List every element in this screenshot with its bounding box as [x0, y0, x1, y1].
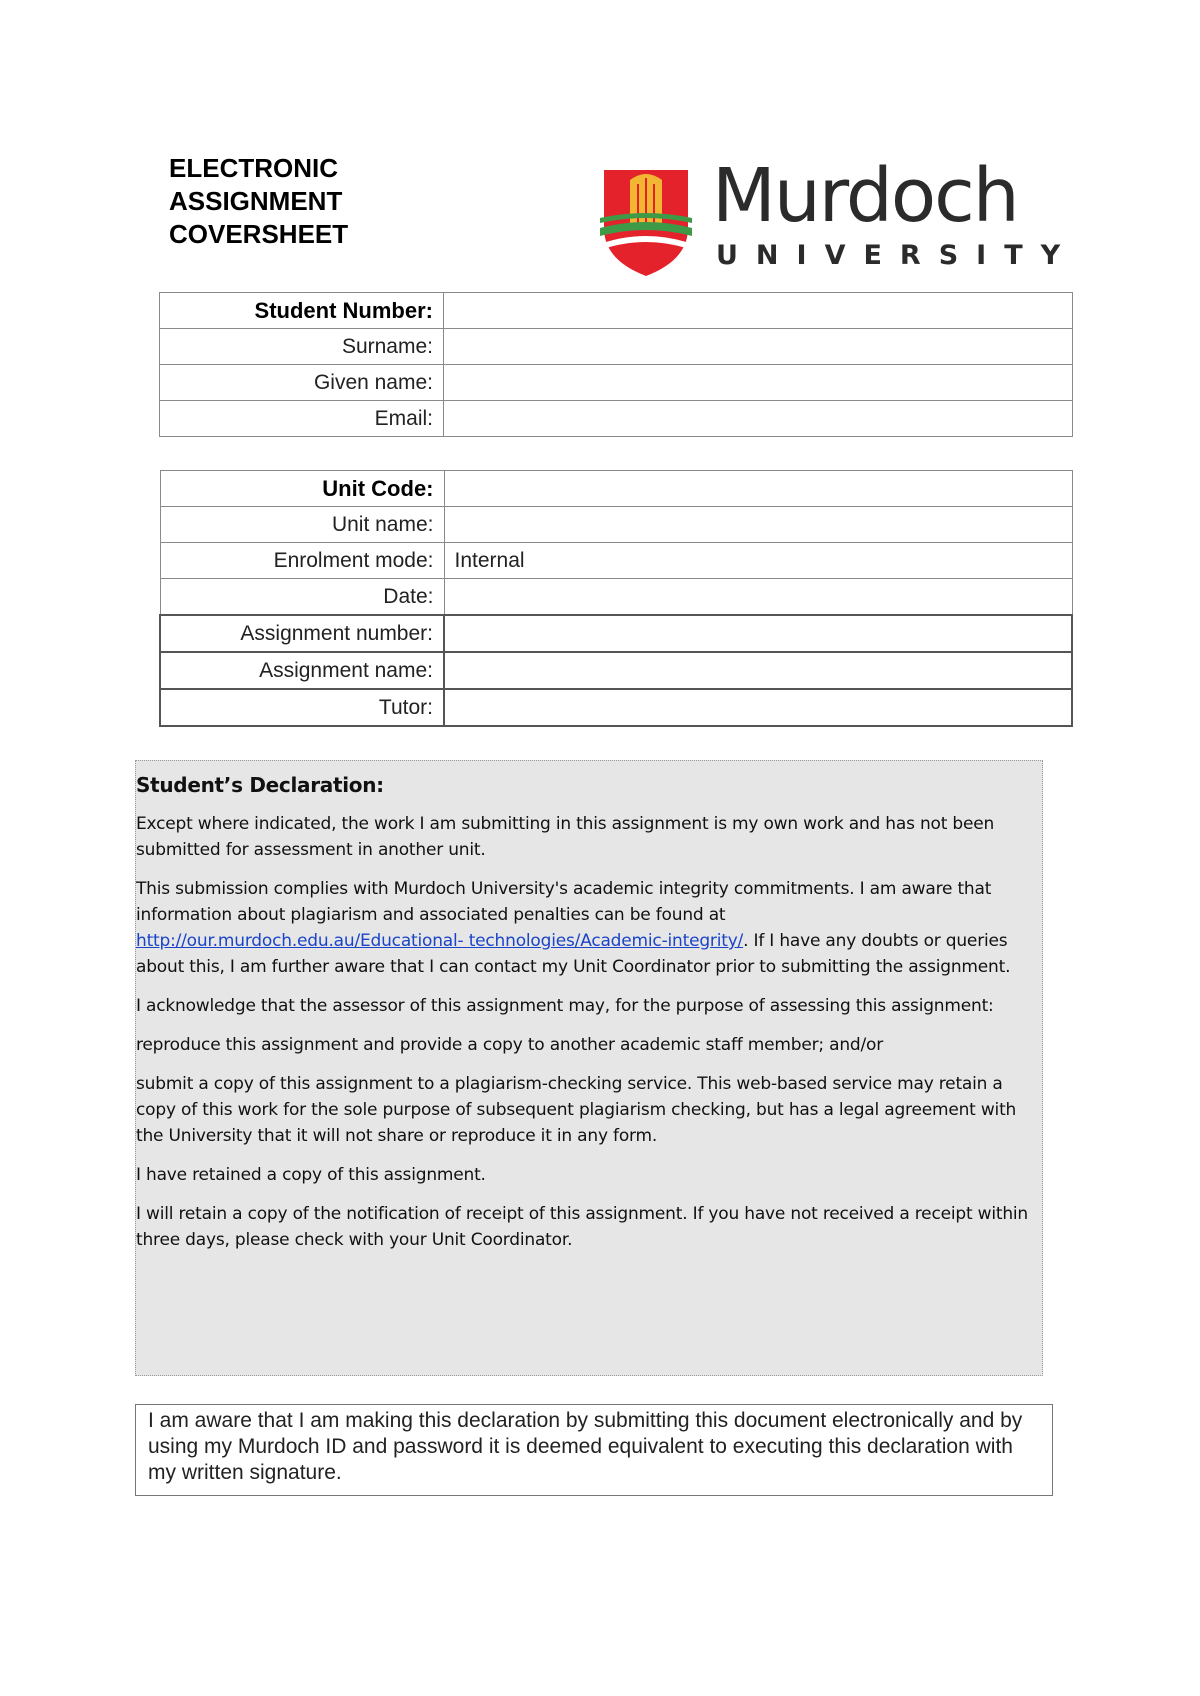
date-label: Date:: [160, 579, 444, 616]
logo-subtitle: UNIVERSITY: [716, 240, 1079, 271]
table-row: [160, 365, 1073, 401]
crest-icon: [600, 168, 700, 278]
table-row: [160, 329, 1073, 365]
unit-details-table: [159, 470, 1073, 727]
table-row: [160, 579, 1072, 616]
title-line-3: COVERSHEET: [169, 219, 349, 249]
declaration-paragraph-7: I will retain a copy of the notification of receipt of this assignment. If you have not received a receipt within three days, please check with your Unit Coordinator.: [136, 1204, 1028, 1250]
declaration-p2-text: This submission complies with Murdoch University's academic integrity commitments. I am aware that information about plagiarism and associated penalties can be found at: [136, 879, 992, 925]
academic-integrity-link[interactable]: http://our.murdoch.edu.au/Educational- technologies/Academic-integrity/: [136, 931, 744, 951]
email-field[interactable]: [444, 401, 1073, 437]
signature-statement-box: I am aware that I am making this declaration by submitting this document electronically and by using my Murdoch ID and password it is deemed equivalent to executing this declaration with my written signature.: [135, 1404, 1053, 1496]
email-label: Email:: [160, 401, 444, 437]
declaration-paragraph-3: I acknowledge that the assessor of this assignment may, for the purpose of assessing this assignment:: [136, 996, 994, 1016]
logo-wordmark: Murdoch: [712, 153, 1018, 239]
table-row: [160, 293, 1073, 329]
table-row: [160, 615, 1072, 652]
given-name-label: Given name:: [160, 365, 444, 401]
tutor-label: Tutor:: [160, 689, 444, 726]
declaration-paragraph-2: [136, 876, 1042, 980]
student-declaration-panel: [135, 760, 1043, 1376]
unit-code-field[interactable]: [444, 471, 1072, 507]
assignment-number-label: Assignment number:: [160, 615, 444, 652]
given-name-field[interactable]: [444, 365, 1073, 401]
declaration-paragraph-1: Except where indicated, the work I am submitting in this assignment is my own work and has not been submitted for assessment in another unit.: [136, 814, 995, 860]
enrolment-mode-field[interactable]: Internal: [444, 543, 1072, 579]
table-row: [160, 543, 1072, 579]
assignment-name-label: Assignment name:: [160, 652, 444, 689]
assignment-name-field[interactable]: [444, 652, 1072, 689]
unit-name-label: Unit name:: [160, 507, 444, 543]
declaration-paragraph-6: I have retained a copy of this assignment.: [136, 1165, 486, 1185]
student-details-table: [159, 292, 1073, 437]
declaration-p2-tail: . If I have any doubts or queries about this, I am further aware that I can contact my Unit Coordinator prior to submitting the assignment.: [136, 931, 1011, 977]
enrolment-mode-label: Enrolment mode:: [160, 543, 444, 579]
unit-code-label: Unit Code:: [160, 471, 444, 507]
declaration-paragraph-4: reproduce this assignment and provide a copy to another academic staff member; and/or: [136, 1035, 884, 1055]
table-row: [160, 652, 1072, 689]
murdoch-university-logo: [600, 153, 1079, 280]
student-number-label: Student Number:: [160, 293, 444, 329]
assignment-number-field[interactable]: [444, 615, 1072, 652]
unit-name-field[interactable]: [444, 507, 1072, 543]
student-number-field[interactable]: [444, 293, 1073, 329]
tutor-field[interactable]: [444, 689, 1072, 726]
date-field[interactable]: [444, 579, 1072, 616]
table-row: [160, 689, 1072, 726]
surname-label: Surname:: [160, 329, 444, 365]
surname-field[interactable]: [444, 329, 1073, 365]
document-title: [169, 152, 348, 251]
title-line-1: ELECTRONIC: [169, 153, 338, 183]
declaration-paragraph-5: submit a copy of this assignment to a plagiarism-checking service. This web-based service may retain a copy of this work for the sole purpose of subsequent plagiarism checking, but has a legal agreement with the University that it will not share or reproduce it in any form.: [136, 1074, 1017, 1146]
title-line-2: ASSIGNMENT: [169, 186, 343, 216]
table-row: [160, 401, 1073, 437]
table-row: [160, 471, 1072, 507]
table-row: [160, 507, 1072, 543]
declaration-heading: Student’s Declaration:: [136, 773, 384, 797]
